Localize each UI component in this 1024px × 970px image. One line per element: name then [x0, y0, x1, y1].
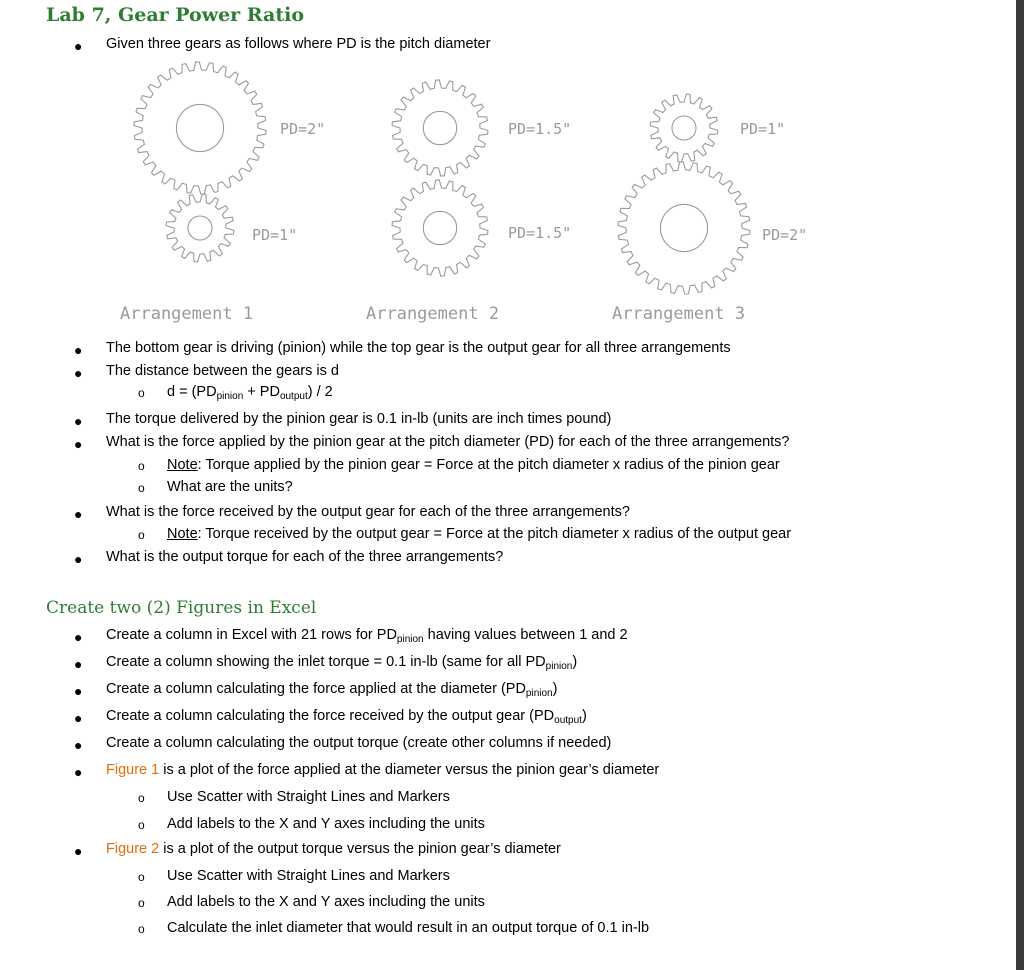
step-output-torque: Create a column calculating the output torque (create other columns if needed): [106, 735, 612, 751]
gear-teeth: [166, 194, 234, 262]
sub-bullet-marker: o: [138, 870, 145, 884]
bullet-marker: ●: [74, 436, 83, 452]
gear-arr2-bottom: [392, 180, 488, 276]
gear-arr3-top: [650, 94, 718, 162]
sub-bullet-marker: o: [138, 386, 145, 400]
arr3-bottom-pd-label: PD=2": [762, 226, 808, 244]
sub-bullet-marker: o: [138, 459, 145, 473]
bullet-marker: ●: [74, 764, 83, 780]
bullet-marker: ●: [74, 38, 83, 54]
bullet-marker: ●: [74, 843, 83, 859]
bullet-torque: The torque delivered by the pinion gear is 0.1 in-lb (units are inch times pound): [106, 411, 612, 427]
arrangement-3-label: Arrangement 3: [612, 304, 746, 324]
arrangement-1-label: Arrangement 1: [120, 304, 254, 324]
gear-teeth: [392, 80, 488, 176]
step-force-applied: Create a column calculating the force applied at the diameter $(PD_{pinion})$: [106, 681, 558, 699]
gear-teeth: [392, 180, 488, 276]
gear-bore: [423, 111, 456, 144]
figure-2-scatter: Use Scatter with Straight Lines and Markers: [167, 868, 450, 884]
note-pinion: Note: Torque applied by the pinion gear = Force at the pitch diameter x radius of the pinion gear: [167, 457, 780, 473]
units-question: What are the units?: [167, 479, 293, 495]
figure-1-link[interactable]: Figure 1: [106, 762, 160, 778]
bullet-distance: The distance between the gears is d: [106, 363, 339, 379]
step-inlet-torque: Create a column showing the inlet torque = 0.1 in-lb (same for all $PD_{pinion}$): [106, 654, 578, 672]
figure-1-labels: Add labels to the X and Y axes including the units: [167, 816, 485, 832]
gear-bore: [176, 104, 223, 151]
sub-bullet-marker: o: [138, 922, 145, 936]
arr1-top-pd-label: PD=2": [280, 120, 326, 138]
arr2-top-pd-label: PD=1.5": [508, 120, 572, 138]
bullet-marker: ●: [74, 629, 83, 645]
figure-1-description: Figure 1 is a plot of the force applied at the diameter versus the pinion gear’s diameter: [106, 762, 660, 778]
note-output: Note: Torque received by the output gear = Force at the pitch diameter x radius of the output gear: [167, 526, 792, 542]
figure-2-description: Figure 2 is a plot of the output torque versus the pinion gear’s diameter: [106, 841, 561, 857]
bullet-marker: ●: [74, 365, 83, 381]
arr1-bottom-pd-label: PD=1": [252, 226, 298, 244]
arrangement-2-label: Arrangement 2: [366, 304, 500, 324]
gear-bore: [672, 116, 696, 140]
arr2-bottom-pd-label: PD=1.5": [508, 224, 572, 242]
figure-1-scatter: Use Scatter with Straight Lines and Markers: [167, 789, 450, 805]
gear-teeth: [618, 162, 750, 294]
sub-bullet-marker: o: [138, 818, 145, 832]
bullet-marker: ●: [74, 506, 83, 522]
bullet-marker: ●: [74, 656, 83, 672]
bullet-marker: ●: [74, 710, 83, 726]
figure-2-link[interactable]: Figure 2: [106, 841, 160, 857]
gear-arr2-top: [392, 80, 488, 176]
gear-figure: [100, 56, 840, 328]
sub-bullet-marker: o: [138, 791, 145, 805]
bullet-output-torque: What is the output torque for each of the three arrangements?: [106, 549, 504, 565]
step-pinion-column: Create a column in Excel with 21 rows for $PD_{pinion}$ having values between 1 and 2: [106, 627, 628, 645]
step-force-received: Create a column calculating the force received by the output gear $(PD_{output})$: [106, 708, 587, 726]
gear-arr1-bottom: [166, 194, 234, 262]
figure-2-labels: Add labels to the X and Y axes including the units: [167, 894, 485, 910]
window-edge: [1016, 0, 1024, 970]
gear-arr3-bottom: [618, 162, 750, 294]
bullet-marker: ●: [74, 342, 83, 358]
distance-formula: $d = (PD_{pinion} + PD_{output}) / 2$: [167, 384, 333, 402]
gear-teeth: [650, 94, 718, 162]
intro-text: Given three gears as follows where PD is the pitch diameter: [106, 36, 491, 52]
page-title: Lab 7, Gear Power Ratio: [46, 4, 304, 26]
gear-bore: [660, 204, 707, 251]
bullet-marker: ●: [74, 683, 83, 699]
bullet-pinion-driving: The bottom gear is driving (pinion) while the top gear is the output gear for all three arrangements: [106, 340, 731, 356]
bullet-marker: ●: [74, 551, 83, 567]
sub-bullet-marker: o: [138, 896, 145, 910]
section-heading: Create two (2) Figures in Excel: [46, 598, 317, 618]
figure-2-calculate: Calculate the inlet diameter that would result in an output torque of 0.1 in-lb: [167, 920, 650, 936]
sub-bullet-marker: o: [138, 528, 145, 542]
gear-bore: [188, 216, 212, 240]
bullet-marker: ●: [74, 737, 83, 753]
gear-bore: [423, 211, 456, 244]
gear-arr1-top: [134, 62, 266, 194]
sub-bullet-marker: o: [138, 481, 145, 495]
bullet-force-question: What is the force applied by the pinion gear at the pitch diameter (PD) for each of the three arrangements?: [106, 434, 790, 450]
bullet-force-received: What is the force received by the output gear for each of the three arrangements?: [106, 504, 630, 520]
bullet-marker: ●: [74, 413, 83, 429]
gear-teeth: [134, 62, 266, 194]
arr3-top-pd-label: PD=1": [740, 120, 786, 138]
